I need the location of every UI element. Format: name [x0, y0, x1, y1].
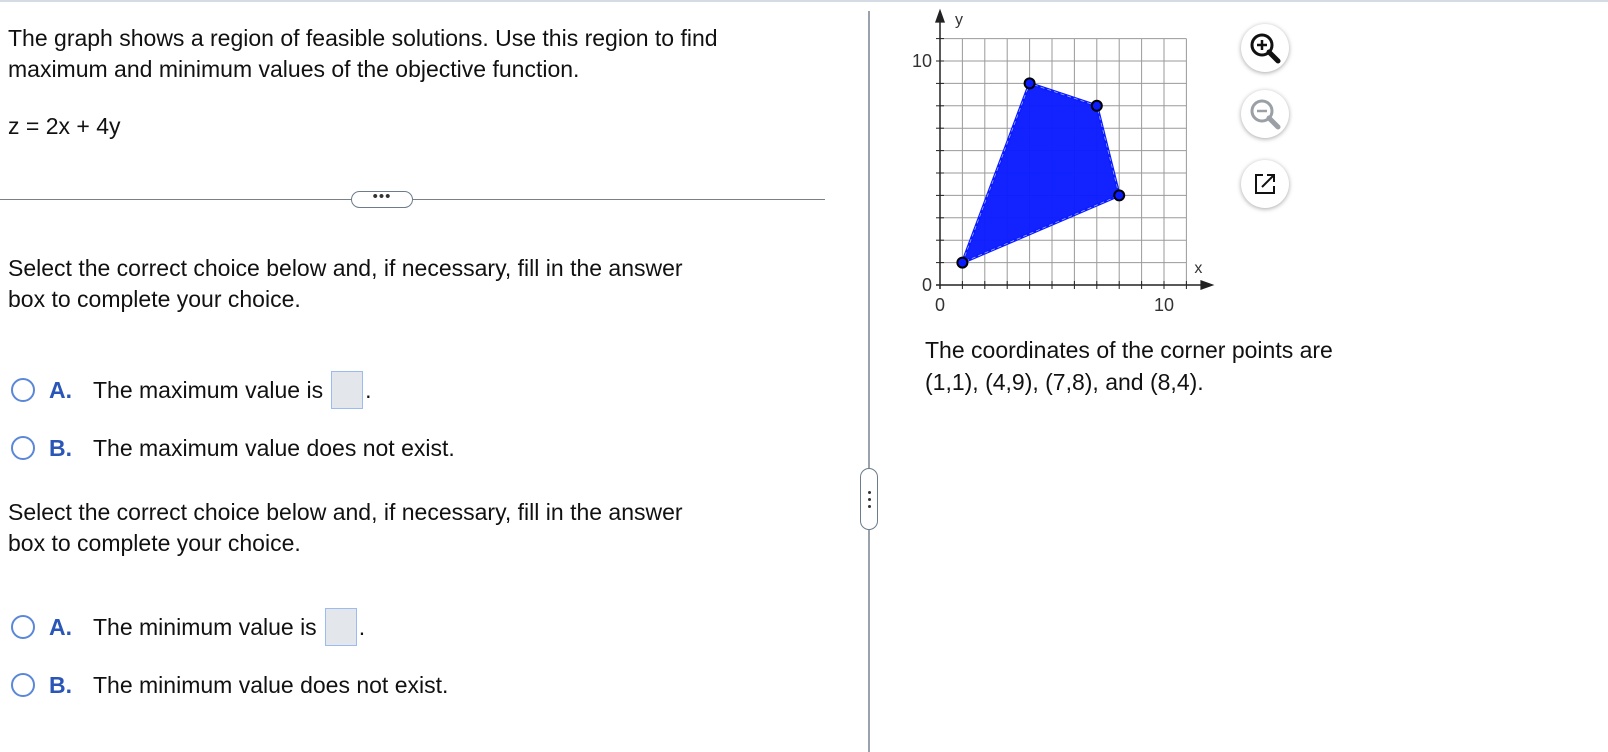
y-axis-arrow — [935, 9, 945, 23]
choice-max-b[interactable] — [11, 431, 455, 465]
choice-text: The maximum value is — [93, 376, 324, 403]
problem-text-line2: maximum and minimum values of the objective function. — [8, 56, 580, 82]
radio-min-b[interactable] — [11, 673, 35, 697]
choice-text: The maximum value does not exist. — [93, 434, 455, 461]
y-axis-label: y — [955, 11, 963, 29]
prompt-max-line1: Select the correct choice below and, if necessary, fill in the answer — [8, 255, 683, 281]
corner-points-text — [925, 334, 1445, 398]
x-tick-label-0: 0 — [934, 295, 946, 315]
y-tick-label-10: 10 — [911, 51, 932, 71]
radio-max-a[interactable] — [11, 378, 35, 402]
max-value-input[interactable] — [331, 371, 363, 409]
feasible-region-graph — [900, 11, 1260, 332]
choice-letter: B. — [49, 671, 72, 698]
choice-max-a[interactable]: A. The maximum value is . — [11, 373, 371, 407]
problem-text-line1: The graph shows a region of feasible solutions. Use this region to find — [8, 25, 718, 51]
choice-text: The minimum value is — [93, 613, 317, 640]
corner-points-line1: The coordinates of the corner points are — [925, 337, 1333, 363]
prompt-min-line1: Select the correct choice below and, if necessary, fill in the answer — [8, 499, 683, 525]
external-link-icon — [1241, 160, 1289, 208]
corner-point — [1114, 190, 1124, 200]
radio-min-a[interactable] — [11, 615, 35, 639]
popout-button[interactable] — [1241, 160, 1289, 208]
corner-point — [1025, 78, 1035, 88]
prompt-max-line2: box to complete your choice. — [8, 286, 301, 312]
expand-dots-button[interactable]: ••• — [351, 191, 413, 208]
prompt-min-line2: box to complete your choice. — [8, 530, 301, 556]
panel-divider — [868, 11, 870, 752]
panel-resize-handle[interactable] — [860, 468, 878, 530]
corner-points-line2: (1,1), (4,9), (7,8), and (8,4). — [925, 369, 1204, 395]
min-value-input[interactable] — [325, 608, 357, 646]
corner-point — [1092, 101, 1102, 111]
x-axis-label: x — [1194, 260, 1203, 277]
x-axis-arrow — [1200, 280, 1214, 290]
choice-text: The minimum value does not exist. — [93, 671, 449, 698]
x-tick-label-10: 10 — [1153, 295, 1175, 315]
choice-letter: A. — [49, 376, 72, 403]
radio-max-b[interactable] — [11, 436, 35, 460]
corner-point — [957, 258, 967, 268]
zoom-out-icon — [1241, 90, 1289, 138]
choice-letter: B. — [49, 434, 72, 461]
choice-min-b[interactable] — [11, 668, 448, 702]
choice-letter: A. — [49, 613, 72, 640]
choice-min-a[interactable]: A. The minimum value is . — [11, 610, 365, 644]
zoom-in-button[interactable] — [1241, 24, 1289, 72]
zoom-in-icon — [1241, 24, 1289, 72]
zoom-out-button[interactable] — [1241, 90, 1289, 138]
objective-function: z = 2x + 4y — [8, 113, 121, 139]
y-tick-label-0: 0 — [921, 275, 932, 295]
